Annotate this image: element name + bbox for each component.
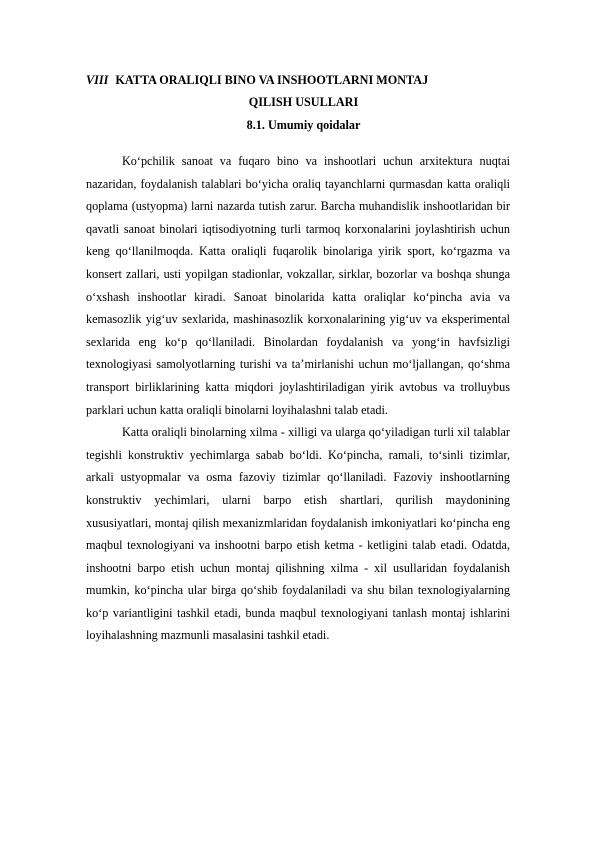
chapter-title-text: KATTA ORALIQLI BINO VA INSHOOTLARNI MONTAJ (115, 73, 429, 87)
chapter-title-line2: QILISH USULLARI (248, 95, 359, 109)
chapter-title-line1 (86, 73, 428, 88)
section-title: 8.1. Umumiy qoidalar (246, 118, 361, 132)
paragraph-2: Katta oraliqli binolarning xilma - xilligi va ularga qo‘yiladigan turli xil talablar tegishli konstruktiv yechimlarga sabab bo‘ldi. Ko‘pincha, ramali, to‘sinli tizimlar, arkali ustyopmalar va osma fazoviy tizimlar qo‘llaniladi. Fazoviy inshootlarning konstruktiv yechimlari, ularni barpo etish shartlari, qurilish maydonining xususiyatlari, montaj qilish mexanizmlaridan foydalanish imkoniyatlari ko‘pincha eng maqbul texnologiyani va inshootni barpo etish ketma - ketligini talab etadi. Odatda, inshootni barpo etish uchun montaj qilishning xilma - xil usullaridan foydalanish mumkin, ko‘pincha ular birga qo‘shib foydalaniladi va shu bilan texnologiyalarning ko‘p variantligini tashkil etadi, bunda maqbul texnologiyani tanlash montaj ishlarini loyihalashning mazmunli masalasini tashkil etadi. (86, 425, 510, 643)
paragraph-1: Ko‘pchilik sanoat va fuqaro bino va inshootlari uchun arxitektura nuqtai nazaridan, foydalanish talablari bo‘yicha oraliq tayanchlarni qurmasdan katta oraliqli qoplama (ustyopma) larni nazarda tutish zarur. Barcha muhandislik inshootlaridan bir qavatli sanoat binolari iqtisodiyotning turli tarmoq korxonalarini joylashtirish uchun keng qo‘llanilmoqda. Katta oraliqli fuqarolik binolariga yirik sport, ko‘rgazma va konsert zallari, usti yopilgan stadionlar, vokzallar, sirklar, bozorlar va boshqa shunga o‘xshash inshootlar kiradi. Sanoat binolarida katta oraliqlar ko‘pincha avia va kemasozlik yig‘uv sexlarida, mashinasozlik korxonalarining yig‘uv va eksperimental sexlarida eng ko‘p qo‘llaniladi. Binolardan foydalanish va yong‘in havfsizligi texnologiyasi samolyotlarning turishi va ta’mirlanishi uchun mo‘ljallangan, qo‘shma transport birliklarining katta miqdori joylashtiriladigan yirik avtobus va trolluybus parklari uchun katta oraliqli binolarni loyihalashni talab etadi. (86, 154, 510, 417)
chapter-number: VIII (86, 73, 109, 87)
body-text (86, 150, 510, 647)
